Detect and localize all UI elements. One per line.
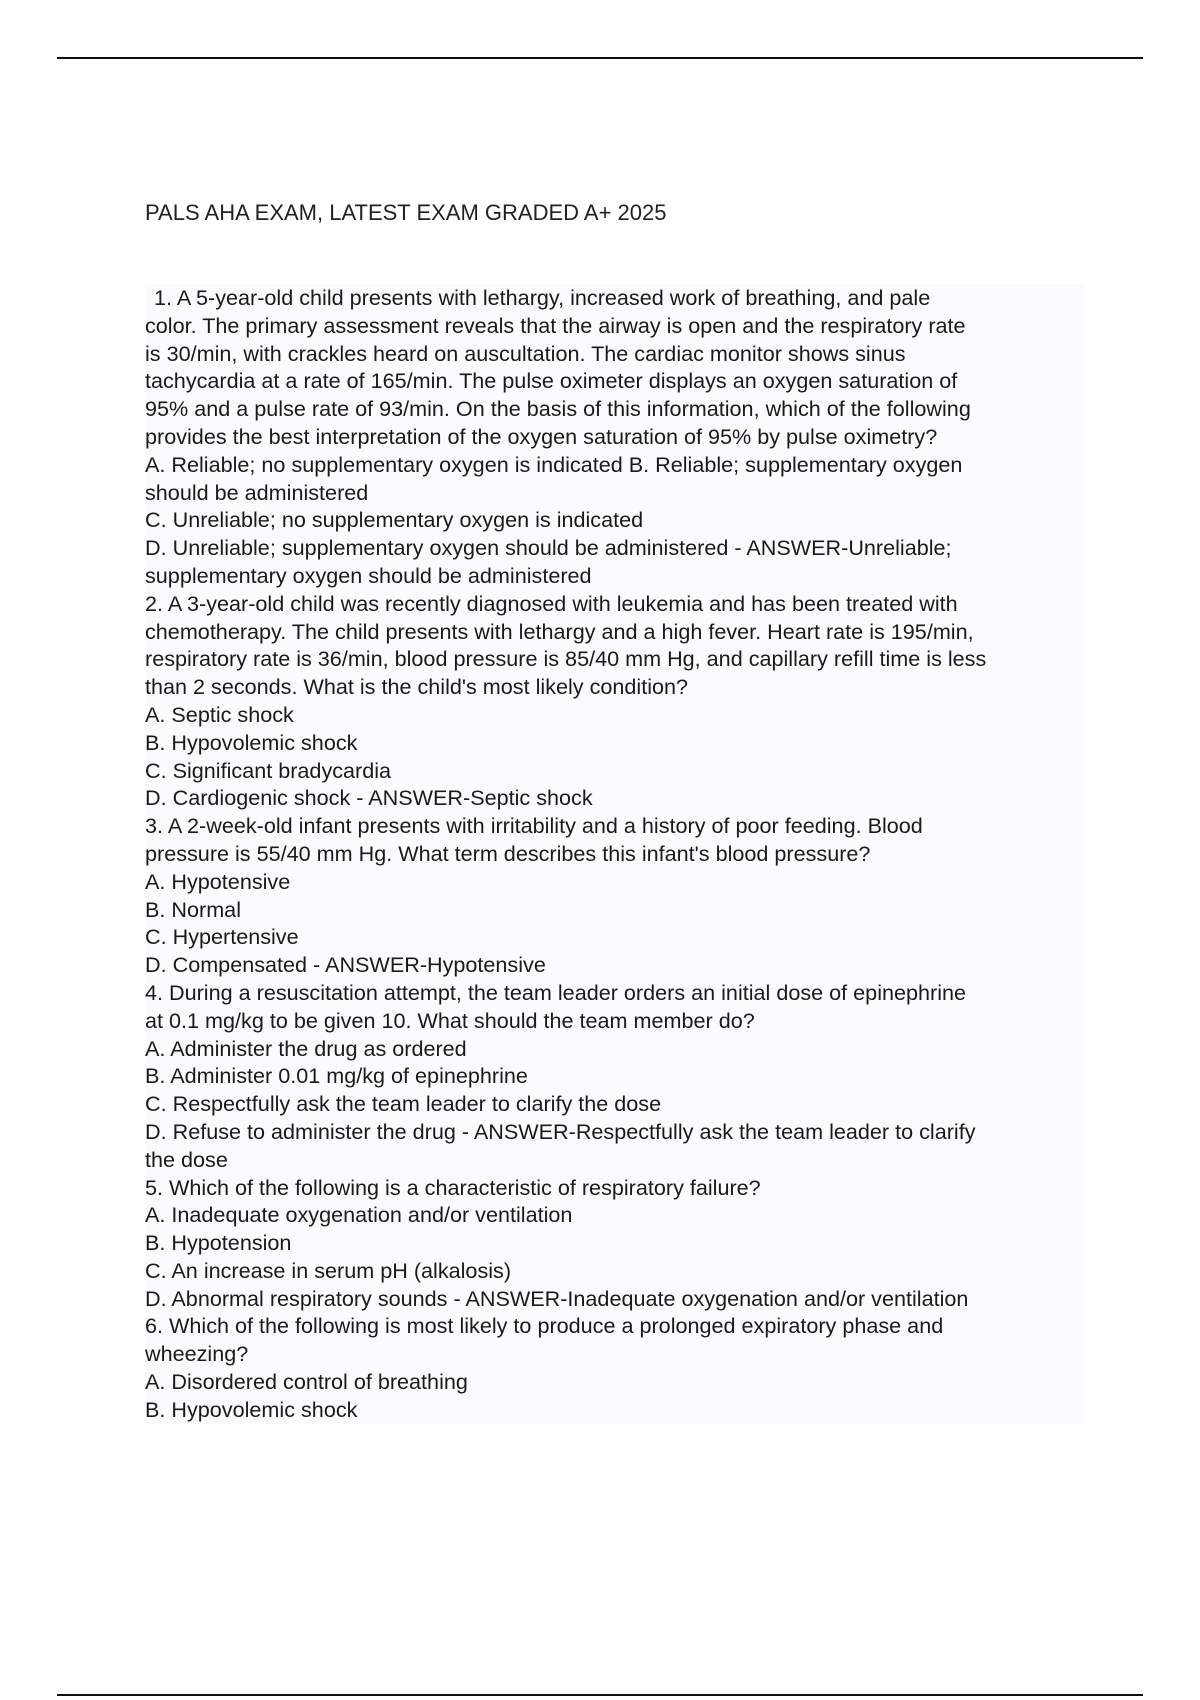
text-line: B. Hypotension — [145, 1230, 292, 1256]
text-line: D. Unreliable; supplementary oxygen should be administered - ANSWER-Unreliable; — [145, 535, 952, 561]
text-line: A. Hypotensive — [145, 868, 291, 894]
text-line: D. Abnormal respiratory sounds - ANSWER-Inadequate oxygenation and/or ventilation — [145, 1285, 969, 1311]
text-line: C. Unreliable; no supplementary oxygen is indicated — [145, 507, 644, 533]
text-line: A. Administer the drug as ordered — [145, 1035, 467, 1061]
text-line: than 2 seconds. What is the child's most likely condition? — [145, 674, 689, 700]
text-line: 6. Which of the following is most likely to produce a prolonged expiratory phase and — [145, 1313, 944, 1339]
text-line: C. Respectfully ask the team leader to clarify the dose — [145, 1091, 662, 1117]
text-line: respiratory rate is 36/min, blood pressure is 85/40 mm Hg, and capillary refill time is less — [145, 646, 987, 672]
text-line: B. Normal — [145, 896, 241, 922]
text-line: is 30/min, with crackles heard on auscultation. The cardiac monitor shows sinus — [145, 340, 906, 366]
text-line: D. Compensated - ANSWER-Hypotensive — [145, 952, 546, 978]
text-line: A. Septic shock — [145, 701, 294, 727]
text-line: B. Administer 0.01 mg/kg of epinephrine — [145, 1063, 528, 1089]
text-line: supplementary oxygen should be administered — [145, 562, 592, 588]
text-line: tachycardia at a rate of 165/min. The pulse oximeter displays an oxygen saturation of — [145, 368, 958, 394]
text-line: B. Hypovolemic shock — [145, 1396, 358, 1422]
text-line: at 0.1 mg/kg to be given 10. What should the team member do? — [145, 1007, 755, 1033]
text-line: 2. A 3-year-old child was recently diagnosed with leukemia and has been treated with — [145, 590, 958, 616]
text-line: C. Significant bradycardia — [145, 757, 392, 783]
document-title: PALS AHA EXAM, LATEST EXAM GRADED A+ 2025 — [145, 200, 667, 225]
text-line: wheezing? — [145, 1341, 249, 1367]
text-line: 95% and a pulse rate of 93/min. On the basis of this information, which of the following — [145, 396, 971, 422]
text-line: D. Cardiogenic shock - ANSWER-Septic shock — [145, 785, 593, 811]
exam-body — [145, 284, 1085, 1424]
text-line: the dose — [145, 1146, 228, 1172]
top-divider — [57, 57, 1143, 59]
text-line: 3. A 2-week-old infant presents with irritability and a history of poor feeding. Blood — [145, 813, 923, 839]
text-line: 1. A 5-year-old child presents with lethargy, increased work of breathing, and pale — [154, 285, 931, 310]
text-line: C. Hypertensive — [145, 924, 299, 950]
text-line: B. Hypovolemic shock — [145, 729, 358, 755]
text-line: D. Refuse to administer the drug - ANSWER-Respectfully ask the team leader to clarify — [145, 1118, 976, 1144]
text-line: A. Reliable; no supplementary oxygen is indicated B. Reliable; supplementary oxygen — [145, 451, 963, 477]
text-line: C. An increase in serum pH (alkalosis) — [145, 1257, 512, 1283]
text-line: A. Inadequate oxygenation and/or ventilation — [145, 1202, 573, 1228]
text-line: pressure is 55/40 mm Hg. What term describes this infant's blood pressure? — [145, 840, 871, 866]
text-line: A. Disordered control of breathing — [145, 1369, 468, 1395]
text-line: color. The primary assessment reveals that the airway is open and the respiratory rate — [145, 312, 966, 338]
text-line: chemotherapy. The child presents with lethargy and a high fever. Heart rate is 195/min, — [145, 618, 974, 644]
text-line: 5. Which of the following is a characteristic of respiratory failure? — [145, 1174, 761, 1200]
text-line: should be administered — [145, 479, 369, 505]
bottom-divider — [57, 1694, 1143, 1696]
text-line: 4. During a resuscitation attempt, the team leader orders an initial dose of epinephrine — [145, 979, 967, 1005]
text-line: provides the best interpretation of the oxygen saturation of 95% by pulse oximetry? — [145, 423, 938, 449]
